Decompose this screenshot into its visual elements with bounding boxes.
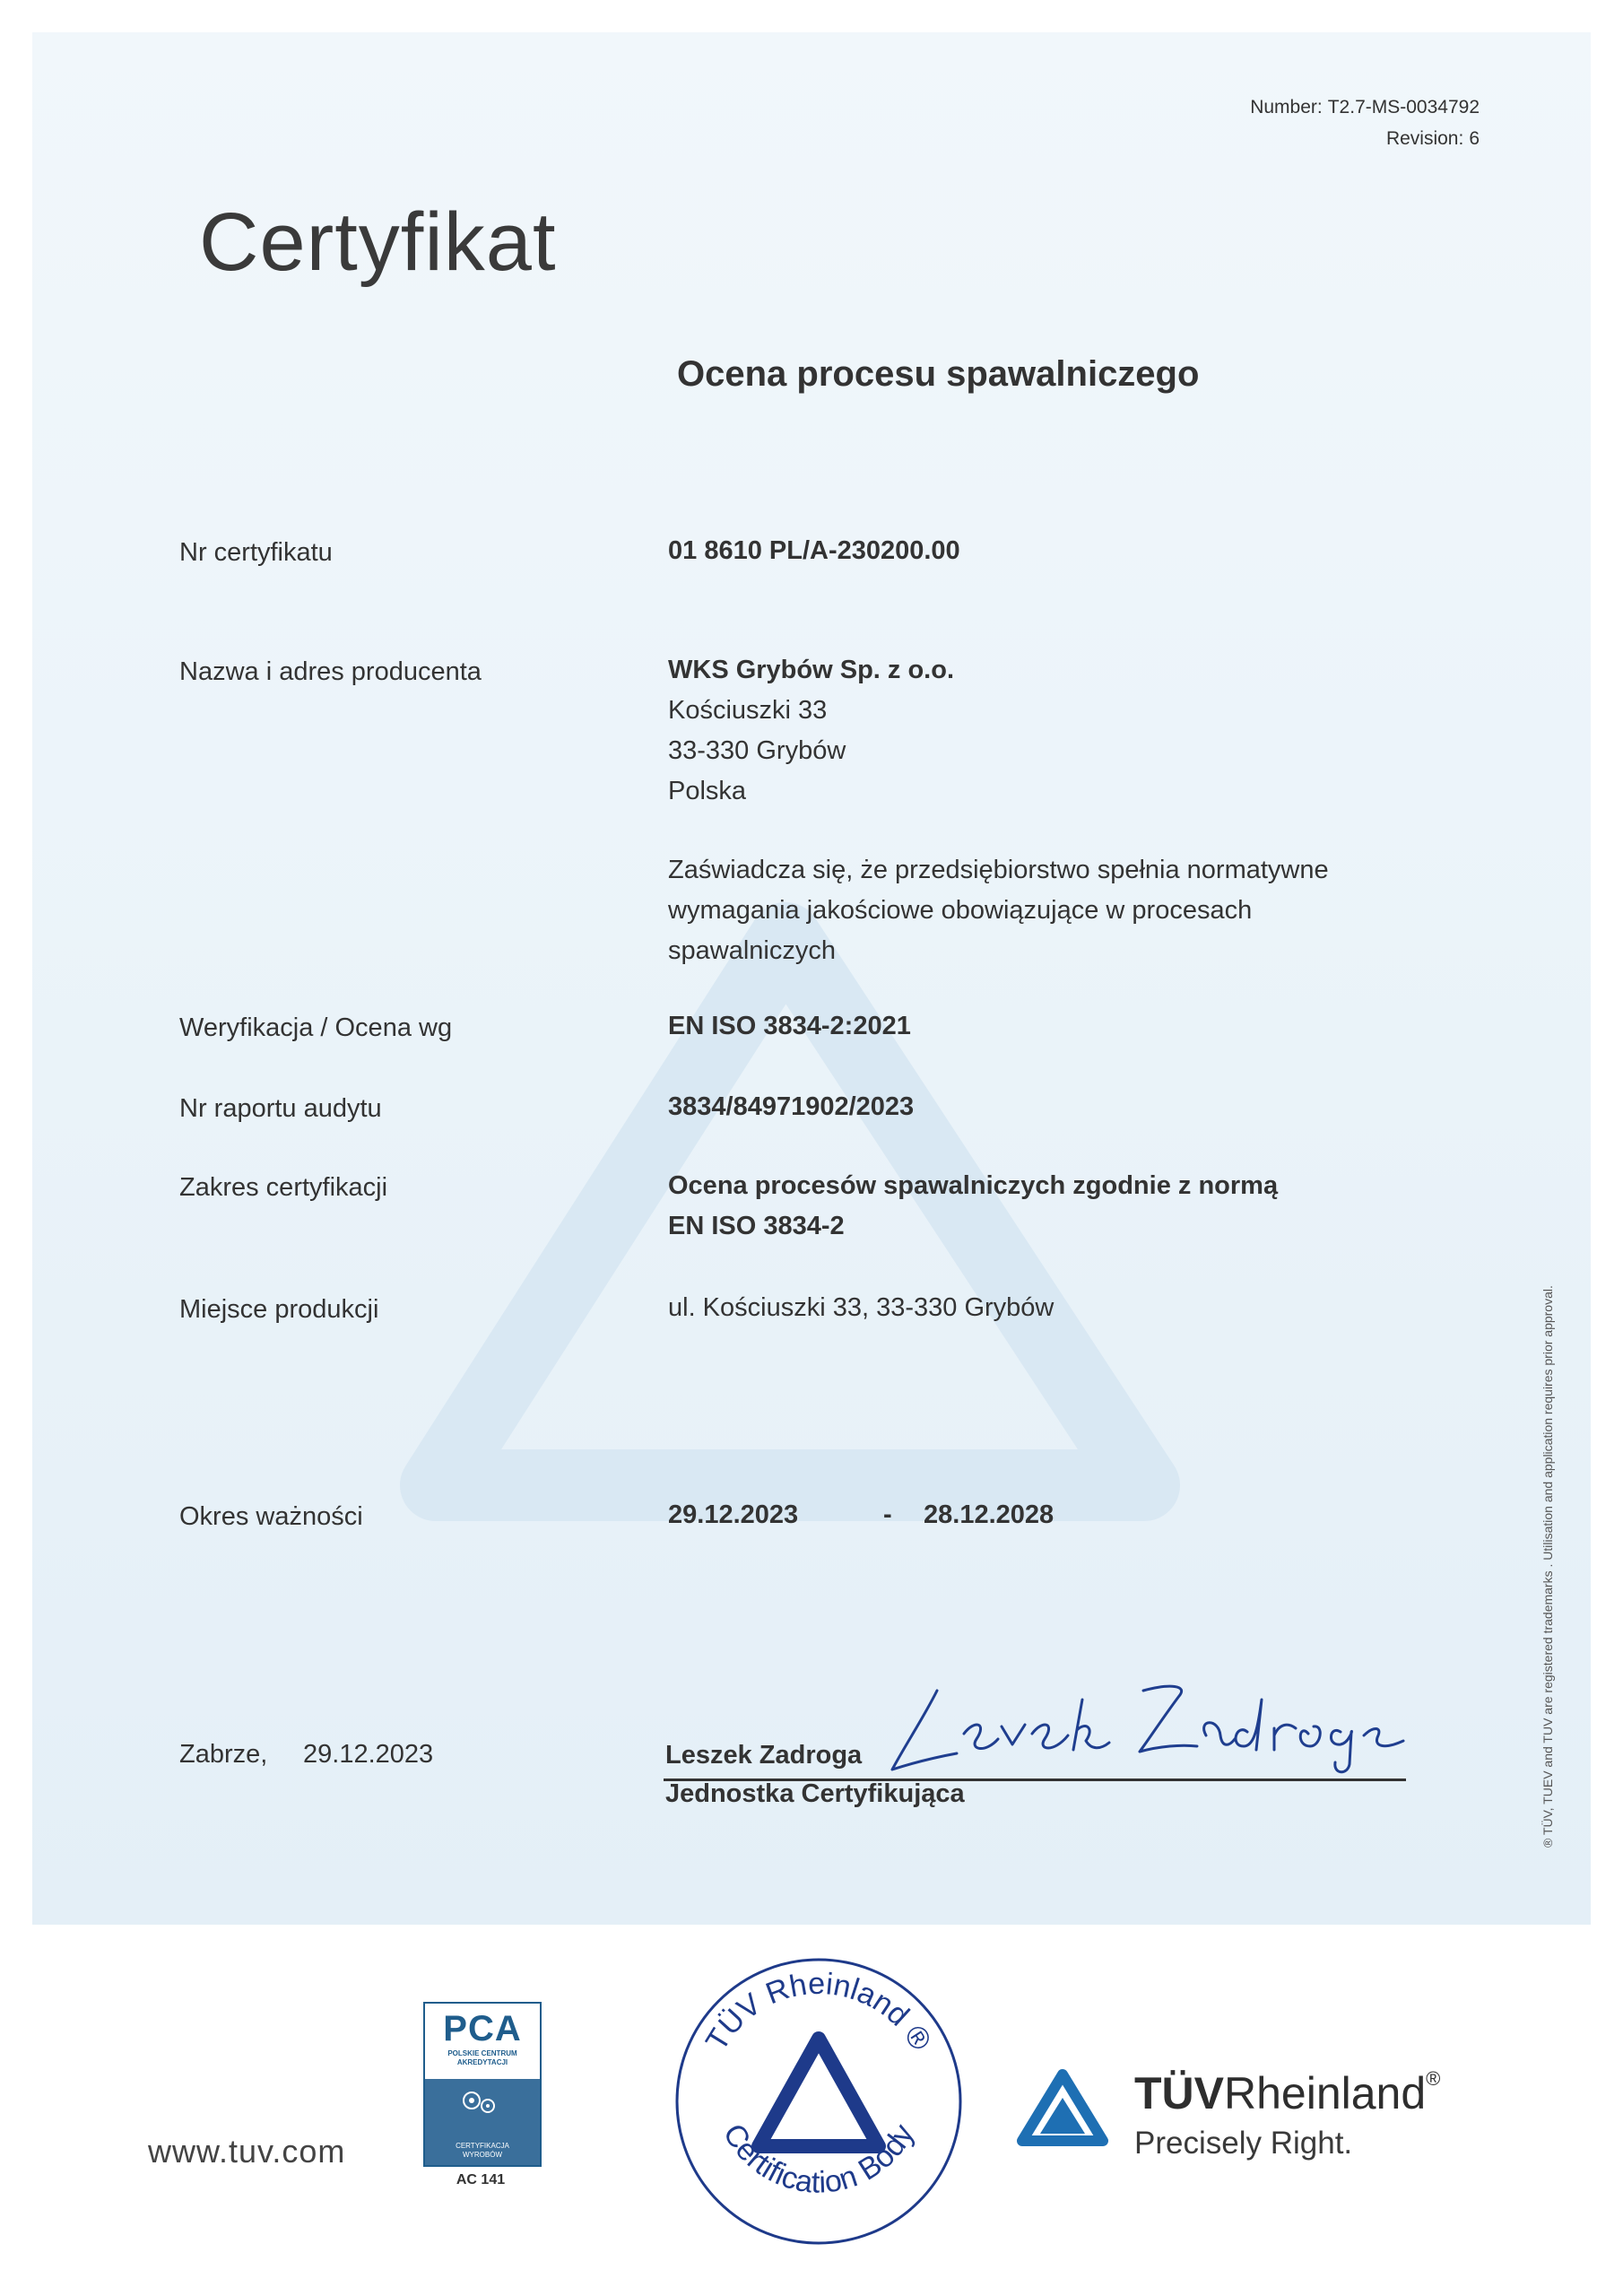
seal-top-text: TÜV Rheinland ® — [699, 1966, 939, 2057]
registered-mark: ® — [1426, 2067, 1441, 2090]
certificate-subtitle: Ocena procesu spawalniczego — [677, 354, 1200, 394]
tuv-triangle-icon — [1013, 2067, 1112, 2148]
validity-to: 28.12.2028 — [924, 1500, 1055, 1529]
pca-code: AC 141 — [456, 2172, 506, 2187]
pca-foot-1: CERTYFIKACJA — [456, 2142, 509, 2150]
handwritten-signature — [874, 1664, 1412, 1780]
pca-name-1: POLSKIE CENTRUM — [447, 2049, 517, 2057]
production-site-value: ul. Kościuszki 33, 33-330 Grybów — [668, 1293, 1055, 1322]
audit-report-value: 3834/84971902/2023 — [668, 1092, 915, 1121]
validity-from: 29.12.2023 — [668, 1500, 799, 1529]
website-url[interactable]: www.tuv.com — [148, 2133, 346, 2170]
document-meta — [1250, 91, 1480, 154]
producer-name: WKS Grybów Sp. z o.o. — [668, 656, 954, 684]
audit-report-label: Nr raportu audytu — [179, 1094, 382, 1123]
brand-name — [1134, 2067, 1440, 2119]
statement-text — [668, 850, 1329, 971]
statement-line: spawalniczych — [668, 936, 836, 965]
issue-place: Zabrze, — [179, 1740, 268, 1769]
tuv-certification-seal — [671, 1953, 967, 2249]
revision-value: 6 — [1469, 128, 1480, 149]
producer-street: Kościuszki 33 — [668, 696, 828, 725]
producer-address — [668, 650, 954, 812]
verification-value: EN ISO 3834-2:2021 — [668, 1012, 911, 1040]
cert-number-value: 01 8610 PL/A-230200.00 — [668, 536, 960, 565]
revision-label: Revision: — [1385, 128, 1464, 149]
pca-accreditation-logo — [423, 2002, 538, 2188]
scope-line: EN ISO 3834-2 — [668, 1212, 845, 1240]
pca-logo-text: PCA — [443, 2009, 522, 2048]
producer-city: 33-330 Grybów — [668, 736, 846, 765]
certification-body: Jednostka Certyfikująca — [665, 1779, 965, 1808]
brand-rheinland: Rheinland — [1224, 2068, 1427, 2118]
statement-line: wymagania jakościowe obowiązujące w procesach — [668, 896, 1253, 925]
scope-label: Zakres certyfikacji — [179, 1173, 388, 1202]
validity-separator: - — [883, 1500, 892, 1529]
brand-tagline: Precisely Right. — [1134, 2126, 1353, 2161]
scope-value — [668, 1166, 1278, 1247]
gears-icon — [425, 2079, 540, 2124]
triangle-icon — [759, 2039, 879, 2146]
validity-label: Okres ważności — [179, 1502, 363, 1531]
number-label: Number: — [1250, 97, 1323, 117]
svg-text:Certification Body — [716, 2118, 921, 2200]
scope-line: Ocena procesów spawalniczych zgodnie z normą — [668, 1171, 1279, 1200]
signer-name: Leszek Zadroga — [665, 1741, 863, 1770]
trademark-note: ® TÜV, TUEV and TUV are registered trademarks . Utilisation and application requires prior approval. — [1541, 1285, 1555, 1848]
producer-country: Polska — [668, 777, 747, 805]
pca-foot-2: WYROBÓW — [463, 2151, 502, 2159]
issue-date: 29.12.2023 — [303, 1740, 434, 1769]
producer-label: Nazwa i adres producenta — [179, 657, 482, 686]
statement-line: Zaświadcza się, że przedsiębiorstwo spełnia normatywne — [668, 856, 1329, 884]
production-site-label: Miejsce produkcji — [179, 1295, 379, 1324]
brand-tuv: TÜV — [1134, 2068, 1224, 2118]
certificate-title: Certyfikat — [199, 196, 557, 288]
certificate-sheet — [32, 32, 1591, 1925]
number-value: T2.7-MS-0034792 — [1327, 97, 1480, 117]
seal-bottom-text: Certification Body — [716, 2118, 922, 2200]
verification-label: Weryfikacja / Ocena wg — [179, 1013, 453, 1042]
pca-name-2: AKREDYTACJI — [456, 2058, 508, 2066]
cert-number-label: Nr certyfikatu — [179, 538, 333, 567]
